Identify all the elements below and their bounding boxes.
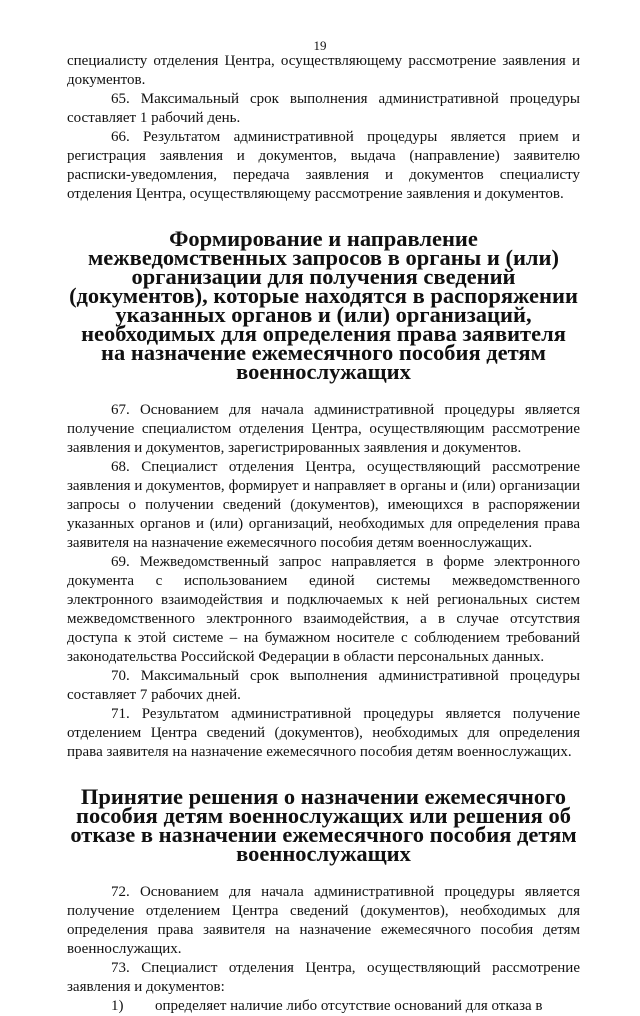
paragraph-65: 65. Максимальный срок выполнения административной процедуры составляет 1 рабочий день. [67, 91, 580, 126]
document-body [67, 52, 580, 1016]
paragraph-73: 73. Специалист отделения Центра, осуществляющий рассмотрение заявления и документов: [67, 960, 580, 995]
section-heading-interagency-requests: Формирование и направление межведомственных запросов в органы и (или) организации для получения сведений (документов), которые находятся в распоряжении указанных органов и (или) организаций, необходимых для определения права заявителя на назначение ежемесячного пособия детям военнослужащих [69, 226, 578, 384]
paragraph-70: 70. Максимальный срок выполнения административной процедуры составляет 7 рабочих дней. [67, 668, 580, 703]
paragraph-71: 71. Результатом административной процедуры является получение отделением Центра сведений (документов), необходимых для определения права заявителя на назначение ежемесячного пособия детям военнослужащих. [67, 706, 580, 760]
paragraph-67: 67. Основанием для начала административной процедуры является получение специалистом отделения Центра, осуществляющим рассмотрение заявления и документов, зарегистрированных заявления и документов. [67, 402, 580, 456]
paragraph-69: 69. Межведомственный запрос направляется в форме электронного документа с использованием единой системы межведомственного электронного взаимодействия и подключаемых к ней региональных систем межведомственного электронного взаимодействия, а в случае отсутствия доступа к этой системе – на бумажном носителе с соблюдением требований законодательства Российской Федерации в области персональных данных. [67, 554, 580, 665]
paragraph-continuation: специалисту отделения Центра, осуществляющему рассмотрение заявления и документов. [67, 53, 580, 88]
list-item [67, 997, 580, 1016]
list-item-number: 1) [111, 998, 124, 1014]
paragraph-68: 68. Специалист отделения Центра, осуществляющий рассмотрение заявления и документов, формирует и направляет в органы и (или) организации запросы о получении сведений (документов), имеющихся в распоряжении указанных органов и (или) организаций, необходимых для определения права заявителя на назначение ежемесячного пособия детям военнослужащих. [67, 459, 580, 551]
paragraph-66: 66. Результатом административной процедуры является прием и регистрация заявления и документов, выдача (направление) заявителю расписки-уведомления, передача заявления и документов специалисту отделения Центра, осуществляющему рассмотрение заявления и документов. [67, 129, 580, 202]
section-heading-decision: Принятие решения о назначении ежемесячного пособия детям военнослужащих или решения об отказе в назначении ежемесячного пособия детям военнослужащих [70, 784, 577, 866]
page-number: 19 [313, 38, 327, 53]
paragraph-72: 72. Основанием для начала административной процедуры является получение отделением Центра сведений (документов), необходимых для определения права заявителя на назначение ежемесячного пособия детям военнослужащих. [67, 884, 580, 957]
list-item-text: определяет наличие либо отсутствие оснований для отказа в [155, 998, 543, 1014]
